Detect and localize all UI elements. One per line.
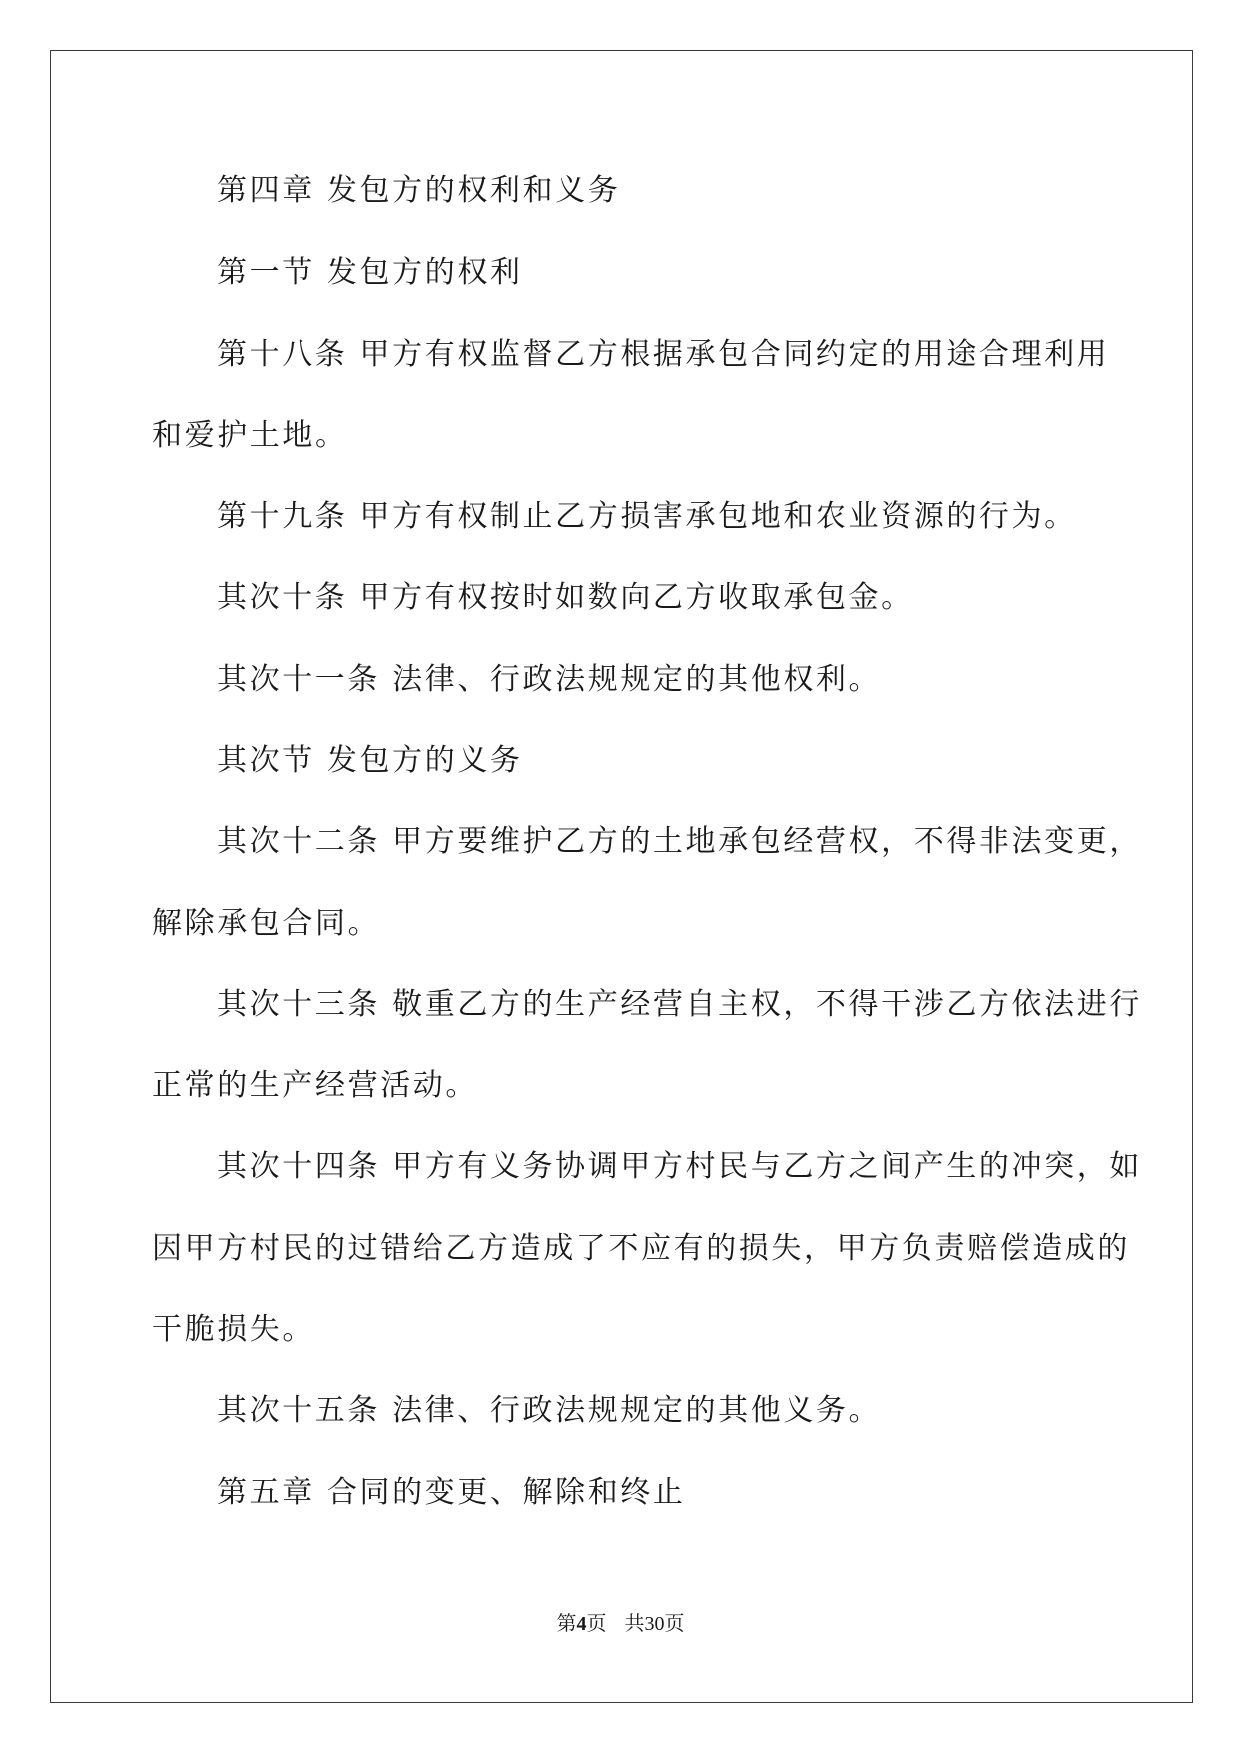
chapter-heading: 第五章 合同的变更、解除和终止: [217, 1475, 686, 1510]
page-label-prefix: 第: [556, 1613, 577, 1635]
article-line: 第十九条 甲方有权制止乙方损害承包地和农业资源的行为。: [217, 499, 1077, 534]
article-line-continuation: 和爱护土地。: [152, 418, 348, 453]
page-label-suffix: 页: [586, 1613, 607, 1635]
chapter-heading: 第四章 发包方的权利和义务: [217, 173, 621, 208]
article-line-continuation: 正常的生产经营活动。: [152, 1068, 478, 1103]
article-line-continuation: 干脆损失。: [152, 1312, 315, 1347]
total-pages: 30: [644, 1613, 665, 1635]
page-frame: [50, 50, 1193, 1703]
total-label-prefix: 共: [624, 1613, 645, 1635]
page-number: 4: [576, 1613, 587, 1635]
article-line: 其次十条 甲方有权按时如数向乙方收取承包金。: [217, 580, 914, 615]
article-line: 其次十二条 甲方要维护乙方的土地承包经营权，不得非法变更，: [217, 824, 1142, 859]
page-footer: [0, 1611, 1241, 1637]
article-line: 其次十四条 甲方有义务协调甲方村民与乙方之间产生的冲突，如: [217, 1149, 1142, 1184]
article-line: 第十八条 甲方有权监督乙方根据承包合同约定的用途合理利用: [217, 337, 1110, 372]
total-label-suffix: 页: [664, 1613, 685, 1635]
article-line: 其次十三条 敬重乙方的生产经营自主权，不得干涉乙方依法进行: [217, 987, 1142, 1022]
article-line-continuation: 解除承包合同。: [152, 906, 381, 941]
article-line: 其次十一条 法律、行政法规规定的其他权利。: [217, 662, 882, 697]
article-line-continuation: 因甲方村民的过错给乙方造成了不应有的损失，甲方负责赔偿造成的: [152, 1231, 1130, 1266]
section-heading: 其次节 发包方的义务: [217, 743, 523, 778]
article-line: 其次十五条 法律、行政法规规定的其他义务。: [217, 1393, 882, 1428]
section-heading: 第一节 发包方的权利: [217, 255, 523, 290]
